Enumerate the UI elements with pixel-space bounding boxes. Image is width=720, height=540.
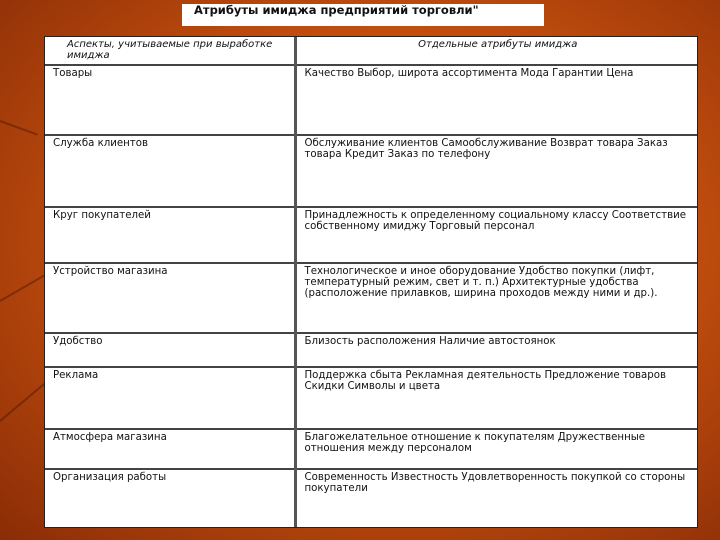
row-aspect: Удобство: [45, 333, 295, 367]
background-streak: [0, 120, 38, 136]
header-attributes: Отдельные атрибуты имиджа: [418, 39, 578, 50]
row-attributes: Поддержка сбыта Рекламная деятельность Предложение товаров Скидки Символы и цвета: [295, 367, 697, 429]
row-aspect: Служба клиентов: [45, 135, 295, 207]
table-row: [45, 469, 697, 527]
row-aspect: Товары: [45, 65, 295, 135]
table-row: [45, 207, 697, 263]
table-row: [45, 263, 697, 333]
row-aspect: Атмосфера магазина: [45, 429, 295, 469]
row-aspect: Организация работы: [45, 469, 295, 527]
row-aspect: Устройство магазина: [45, 263, 295, 333]
attributes-table: [44, 36, 698, 528]
row-attributes: Качество Выбор, широта ассортимента Мода Гарантии Цена: [295, 65, 697, 135]
slide-title: Атрибуты имиджа предприятий торговли": [182, 4, 544, 26]
row-aspect: Реклама: [45, 367, 295, 429]
row-attributes: Близость расположения Наличие автостоянок: [295, 333, 697, 367]
row-attributes: Современность Известность Удовлетворенность покупкой со стороны покупатели: [295, 469, 697, 527]
table-header-row: [45, 37, 697, 65]
table-row: [45, 333, 697, 367]
table-row: [45, 135, 697, 207]
row-attributes: Благожелательное отношение к покупателям Дружественные отношения между персоналом: [295, 429, 697, 469]
table-row: [45, 65, 697, 135]
header-aspects: Аспекты, учитываемые при выработке имиджа: [45, 37, 295, 65]
row-attributes: Принадлежность к определенному социальному классу Соответствие собственному имиджу Торговый персонал: [295, 207, 697, 263]
row-attributes: Технологическое и иное оборудование Удобство покупки (лифт, температурный режим, свет и т. п.) Архитектурные удобства (расположение прилавков, ширина проходов между ними и др.).: [295, 263, 697, 333]
table-row: [45, 429, 697, 469]
row-aspect: Круг покупателей: [45, 207, 295, 263]
row-attributes: Обслуживание клиентов Самообслуживание Возврат товара Заказ товара Кредит Заказ по телефону: [295, 135, 697, 207]
table-row: [45, 367, 697, 429]
